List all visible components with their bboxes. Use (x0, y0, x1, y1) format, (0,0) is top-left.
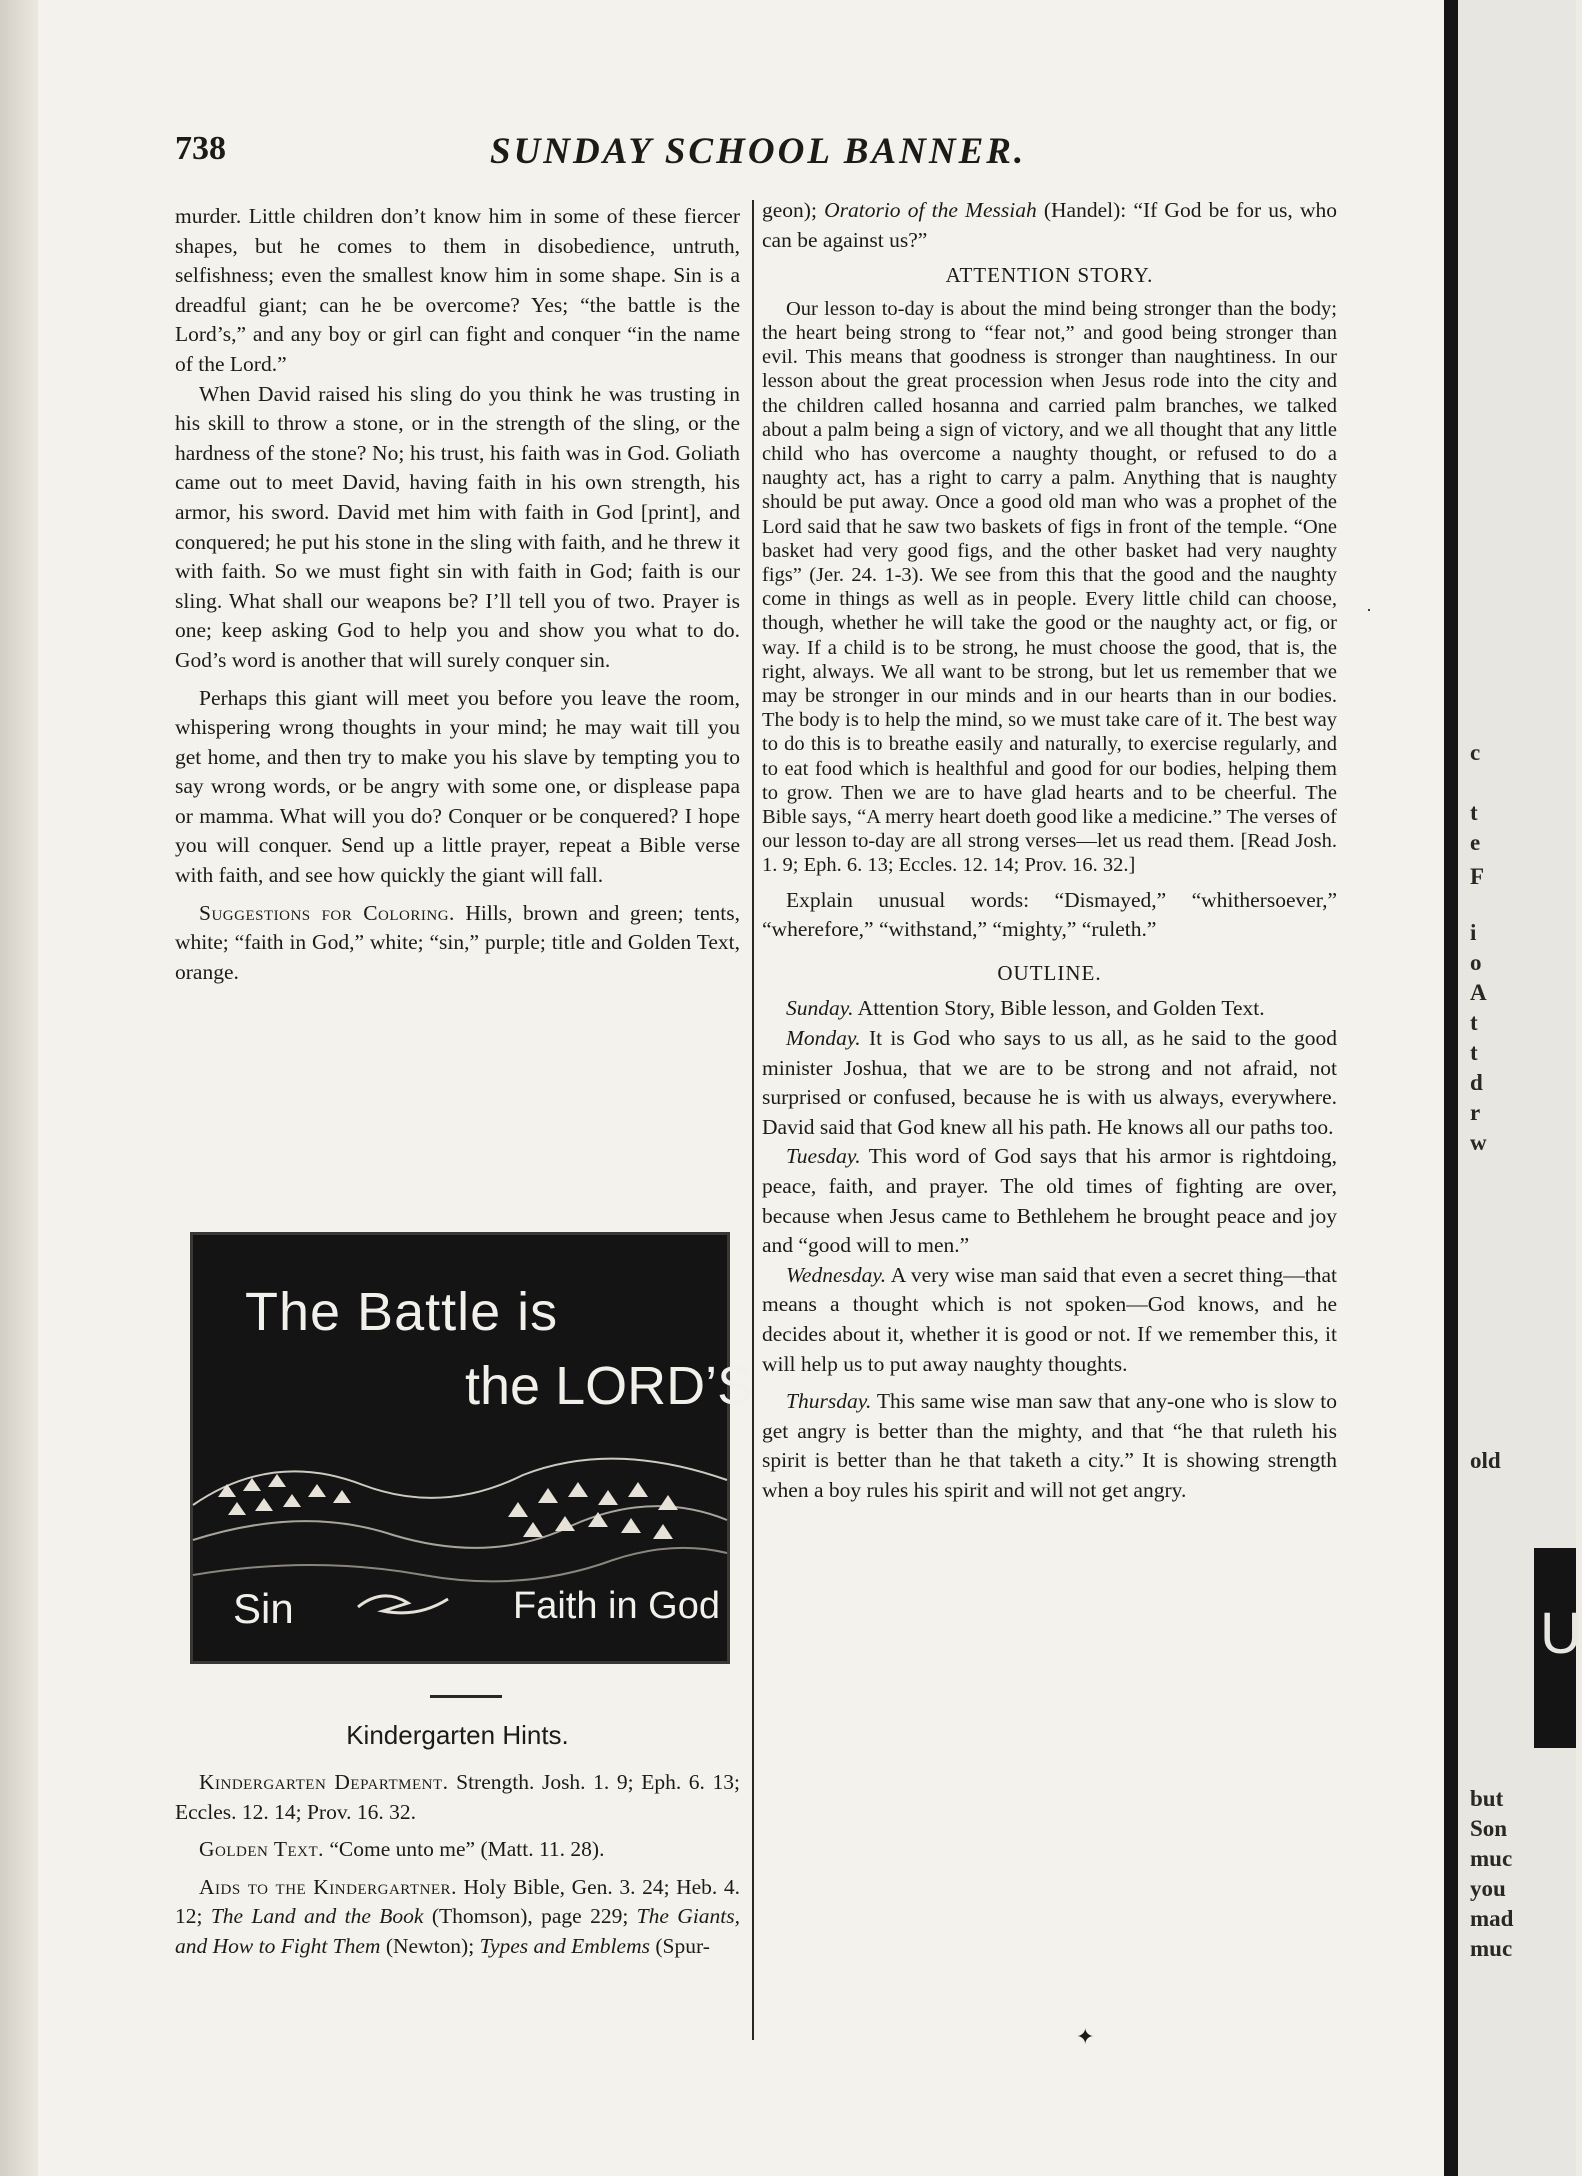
ink-mark: ✦ (1076, 2024, 1095, 2049)
outline-tuesday (762, 1142, 1337, 1260)
page-left-edge (0, 0, 38, 2176)
illustration-title-line2: the LORD’S (465, 1356, 754, 1416)
golden-text-value: “Come unto me” (Matt. 11. 28). (324, 1837, 605, 1862)
adjacent-illustration (1534, 1548, 1582, 1748)
adjacent-text-fragment: i (1470, 920, 1477, 945)
paragraph: murder. Little children don’t know him in some of these fiercer shapes, but he comes to them in disobedience, untruth, selfishness; even the smallest know him in some shape. Sin is a dreadful giant; can he be overcome? Yes; “the battle is the Lord’s,” and any boy or girl can fight and conquer “in the name of the Lord.” (175, 204, 740, 376)
book-title: Oratorio of the Messiah (824, 198, 1037, 222)
ink-speck: · (1366, 600, 1372, 620)
book-title: The Land and the Book (210, 1904, 424, 1929)
book-title: Types and Emblems (479, 1933, 650, 1958)
adjacent-text-fragment: mad (1470, 1906, 1514, 1931)
illustration-faith-label: Faith in God (513, 1585, 720, 1627)
adjacent-text-fragment: e (1470, 830, 1481, 855)
illustration-title-line1: The Battle is (245, 1282, 559, 1342)
page-number: 738 (175, 130, 226, 167)
adjacent-text-fragment: c (1470, 740, 1481, 765)
adjacent-text-fragment: but (1470, 1786, 1504, 1811)
day-text: It is God who says to us all, as he said to the good minister Joshua, that we are to be strong and not afraid, not surprised or confused, because he is with us always, everywhere. David said that God knew all his path. He knows all our paths too. (762, 1026, 1337, 1139)
day-label: Tuesday. (786, 1144, 861, 1169)
day-label: Wednesday. (786, 1262, 887, 1287)
adjacent-text-fragment: Son (1470, 1816, 1508, 1841)
adjacent-text-fragment: F (1470, 864, 1485, 889)
paragraph: When David raised his sling do you think he was trusting in his skill to throw a stone, or in the strength of the sling, or the hardness of the stone? No; his trust, his faith was in God. Goliath came out to meet David, having faith in his own strength, his armor, his sword. David met him with faith in God [print], and conquered; he put his stone in the sling with faith, and he threw it with faith. So we must fight sin with faith in God; faith is our sling. What shall our weapons be? I’ll tell you of two. Prayer is one; keep asking God to help you and show you what to do. God’s word is another that will surely conquer sin. (175, 381, 740, 672)
citation-text: (Handel): “If God be for us, who can be against us?” (762, 198, 1337, 252)
attention-story: Our lesson to-day is about the mind being stronger than the body; the heart being strong to “fear not,” and good being stronger than evil. This means that goodness is stronger than naughtiness. In our lesson about the great procession when Jesus rode into the city and the children called hosanna and carried palm branches, we talked about a palm being a sign of victory, and we all thought that any little child who has overcome a naughty thought, or refused to do a naughty act, has a right to carry a palm. Anything that is naughty should be put away. Once a good old man who was a prophet of the Lord said that he saw two baskets of figs in front of the temple. “One basket had very good figs, and the other basket had very naughty figs” (Jer. 24. 1-3). We see from this that the good and the naughty come in things as well as in people. Every little child can choose, though, whether he will take the good or the naughty act, or fig, or way. If a child is to be strong, he must choose the good, that is, the right, always. We all want to be strong, but let us remember that we may be stronger in our minds and in our hearts than in our bodies. The body is to help the mind, so we must take care of it. The best way to do this is to breathe easily and naturally, to exercise regularly, and to eat food which is healthful and good for our bodies, helping them to grow. Then we are to have glad hearts and to be cheerful. The Bible says, “A merry heart doeth good like a medicine.” The verses of our lesson to-day are all strong verses—let us read them. [Read Josh. 1. 9; Eph. 6. 13; Eccles. 12. 14; Prov. 16. 32.] (762, 297, 1337, 877)
outline-monday (762, 1024, 1337, 1142)
left-column (175, 202, 740, 987)
adjacent-text-fragment: d (1470, 1070, 1483, 1095)
section-divider (430, 1695, 502, 1698)
coloring-text: Hills, brown and green; tents, white; “faith in God,” white; “sin,” purple; title and Golden Text, orange. (175, 900, 740, 984)
day-label: Thursday. (786, 1389, 872, 1414)
outline-wednesday (762, 1261, 1337, 1379)
adjacent-text-fragment: w (1470, 1130, 1487, 1155)
day-text: Attention Story, Bible lesson, and Golden Text. (853, 996, 1265, 1021)
adjacent-page-edge (1458, 0, 1582, 2176)
coloring-label: Suggestions for Coloring. (199, 900, 455, 925)
department-label: Kindergarten Department. (199, 1770, 449, 1794)
page-header (175, 130, 1315, 180)
adjacent-text-fragment: muc (1470, 1936, 1513, 1961)
day-label: Sunday. (786, 996, 854, 1021)
adjacent-illustration-letter: U (1540, 1601, 1582, 1666)
adjacent-text-fragment: o (1470, 950, 1482, 975)
outline-sunday (762, 994, 1337, 1024)
adjacent-text-fragment: t (1470, 800, 1478, 825)
department-text: Strength. Josh. 1. 9; Eph. 6. 13; Eccles. 12. 14; Prov. 16. 32. (175, 1770, 741, 1824)
adjacent-text-fragment: r (1470, 1100, 1481, 1125)
adjacent-text-fragment: t (1470, 1010, 1478, 1035)
aids-text: (Thomson), page 229; (423, 1904, 637, 1929)
book-title: The Giants, and How to Fight Them (175, 1904, 741, 1958)
day-text: This word of God says that his armor is rightdoing, peace, faith, and prayer. The old times of fighting are over, because when Jesus came to Bethlehem he brought peace and joy and “good will to men.” (762, 1144, 1337, 1258)
aids-text: Holy Bible, Gen. 3. 24; Heb. 4. 12; (175, 1874, 740, 1929)
attention-story-heading: ATTENTION STORY. (945, 263, 1154, 288)
page-gutter (1444, 0, 1458, 2176)
golden-text (175, 1835, 740, 1865)
right-column (762, 196, 1337, 1506)
outline-thursday (762, 1387, 1337, 1505)
coloring-suggestions (175, 899, 740, 988)
kindergarten-heading: Kindergarten Hints. (346, 1720, 569, 1750)
day-text: This same wise man saw that any-one who is slow to get angry is better than the mighty, and that “he that ruleth his spirit is better than he that taketh a city.” It is showing strength when a boy rules his spirit and will not get angry. (762, 1389, 1337, 1502)
adjacent-text-fragment: muc (1470, 1846, 1513, 1871)
golden-text-label: Golden Text. (199, 1837, 325, 1862)
citation-text: geon); (762, 198, 825, 222)
kindergarten-department (175, 1768, 740, 1827)
aids-to-kindergartner (175, 1873, 740, 1962)
column-rule (752, 200, 754, 2040)
adjacent-text-fragment: t (1470, 1040, 1478, 1065)
illustration-sin-label: Sin (233, 1585, 294, 1632)
paragraph: Perhaps this giant will meet you before you leave the room, whispering wrong thoughts in your mind; he may wait till you get home, and then try to make you his slave by tempting you to say wrong words, or be angry with some one, or displease papa or mamma. What will you do? Conquer or be conquered? I hope you will conquer. Send up a little prayer, repeat a Bible verse with faith, and see how quickly the giant will fall. (175, 685, 740, 888)
unusual-words: Explain unusual words: “Dismayed,” “whithersoever,” “wherefore,” “withstand,” “mighty,” “ruleth.” (762, 887, 1337, 942)
day-label: Monday. (786, 1026, 861, 1051)
aids-text: (Spur- (649, 1933, 710, 1958)
kindergarten-hints (175, 1768, 740, 1962)
adjacent-text-fragment: you (1470, 1876, 1506, 1901)
running-title: SUNDAY SCHOOL BANNER. (490, 131, 1027, 172)
continued-citation (762, 196, 1337, 255)
adjacent-text-fragment: A (1470, 980, 1487, 1005)
outline-heading: OUTLINE. (997, 960, 1102, 985)
adjacent-text-fragment: old (1470, 1448, 1501, 1473)
day-text: A very wise man said that even a secret thing—that means a thought which is not spoken—God knows, and he decides about it, whether it is good or not. If we remember this, it will help us to put away naughty thoughts. (762, 1262, 1337, 1376)
aids-label: Aids to the Kindergartner. (199, 1874, 457, 1899)
aids-text: (Newton); (380, 1933, 480, 1958)
battle-illustration (190, 1232, 754, 1664)
